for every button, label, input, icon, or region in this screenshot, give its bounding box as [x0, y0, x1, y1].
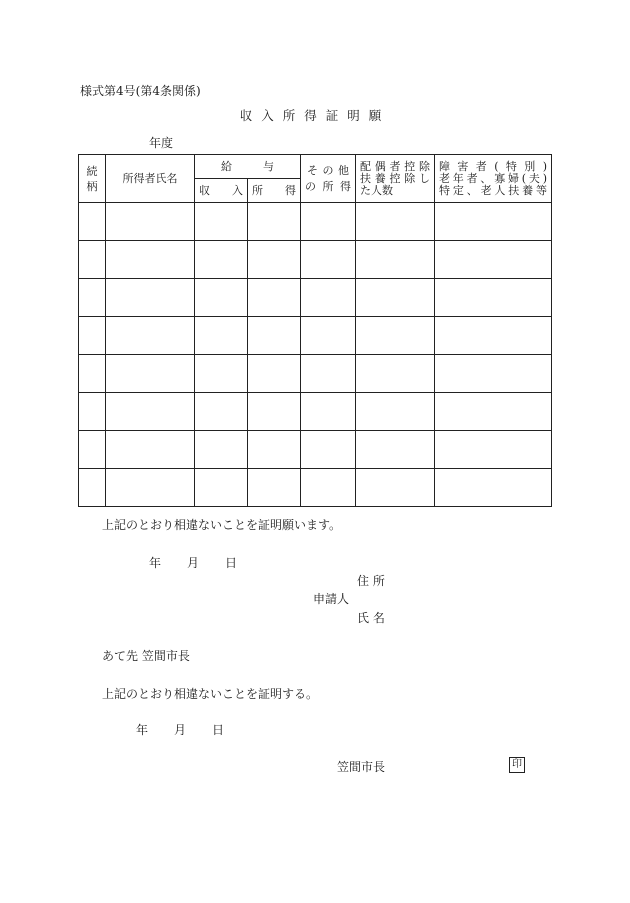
mayor-label: 笠間市長 — [337, 760, 386, 774]
application-statement: 上記のとおり相違ないことを証明願います。 — [102, 518, 342, 532]
table-cell — [79, 469, 106, 507]
table-cell — [106, 355, 195, 393]
table-cell — [435, 431, 552, 469]
header-other-income: その他 の所得 — [301, 155, 356, 203]
table-row — [79, 469, 552, 507]
table-cell — [301, 393, 356, 431]
address-label: 住 所 — [357, 574, 385, 588]
table-cell — [106, 241, 195, 279]
table-cell — [106, 279, 195, 317]
table-cell — [195, 317, 248, 355]
table-cell — [301, 203, 356, 241]
table-cell — [195, 279, 248, 317]
table-cell — [79, 317, 106, 355]
table-cell — [435, 317, 552, 355]
table-cell — [79, 355, 106, 393]
table-row — [79, 203, 552, 241]
table-cell — [356, 203, 435, 241]
header-relationship: 続 柄 — [79, 155, 106, 203]
table-cell — [195, 241, 248, 279]
income-table — [78, 154, 551, 505]
header-spouse-deduction: 配偶者控除 扶養控除し た人数 — [356, 155, 435, 203]
table-cell — [106, 393, 195, 431]
table-row — [79, 317, 552, 355]
form-number: 様式第4号(第4条関係) — [80, 84, 201, 98]
table-cell — [301, 355, 356, 393]
table-cell — [435, 241, 552, 279]
table-cell — [356, 279, 435, 317]
table-cell — [195, 393, 248, 431]
document-title: 収入所得証明願 — [239, 108, 391, 123]
table-cell — [106, 431, 195, 469]
header-salary-earnings: 所得 — [248, 179, 301, 203]
table-cell — [79, 431, 106, 469]
certification-statement: 上記のとおり相違ないことを証明する。 — [102, 687, 319, 701]
table-cell — [248, 431, 301, 469]
table-cell — [248, 393, 301, 431]
table-row — [79, 393, 552, 431]
table-cell — [356, 469, 435, 507]
header-name: 所得者氏名 — [106, 155, 195, 203]
table-cell — [301, 469, 356, 507]
table-cell — [435, 355, 552, 393]
table-cell — [356, 317, 435, 355]
table-cell — [301, 431, 356, 469]
table-cell — [435, 203, 552, 241]
table-cell — [248, 203, 301, 241]
table-cell — [106, 317, 195, 355]
addressee: あて先 笠間市長 — [102, 649, 190, 663]
table-row — [79, 355, 552, 393]
table-cell — [356, 241, 435, 279]
table-cell — [195, 203, 248, 241]
name-label: 氏 名 — [357, 611, 385, 625]
fiscal-year-label: 年度 — [149, 136, 174, 150]
table-cell — [79, 203, 106, 241]
table-cell — [301, 317, 356, 355]
certification-date: 年 月 日 — [136, 723, 225, 737]
table-cell — [106, 203, 195, 241]
table-cell — [79, 241, 106, 279]
table-cell — [356, 393, 435, 431]
table-cell — [248, 469, 301, 507]
table-cell — [435, 469, 552, 507]
header-disabled-elderly: 障害者(特別) 老年者、寡婦(夫) 特定、老人扶養等 — [435, 155, 552, 203]
table-cell — [301, 279, 356, 317]
seal-mark: 印 — [509, 757, 525, 773]
table-row — [79, 241, 552, 279]
table-cell — [248, 279, 301, 317]
table-cell — [356, 431, 435, 469]
table-cell — [248, 317, 301, 355]
table-cell — [301, 241, 356, 279]
table-cell — [435, 393, 552, 431]
table-cell — [79, 279, 106, 317]
table-row — [79, 431, 552, 469]
table-cell — [435, 279, 552, 317]
table-cell — [195, 469, 248, 507]
table-cell — [195, 431, 248, 469]
application-date: 年 月 日 — [149, 556, 238, 570]
table-cell — [356, 355, 435, 393]
table-cell — [248, 355, 301, 393]
table-cell — [79, 393, 106, 431]
header-salary: 給与 — [195, 155, 301, 179]
table-cell — [248, 241, 301, 279]
applicant-label: 申請人 — [313, 592, 350, 606]
table-cell — [106, 469, 195, 507]
table-row — [79, 279, 552, 317]
table-cell — [195, 355, 248, 393]
header-salary-income: 収入 — [195, 179, 248, 203]
